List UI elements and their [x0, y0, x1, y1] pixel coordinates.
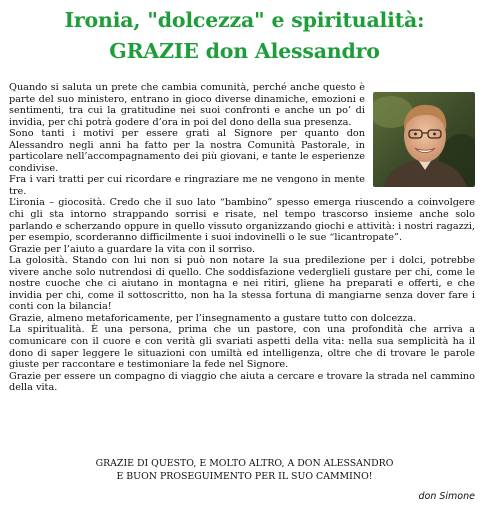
paragraph-thanks-sweetness: Grazie, almeno metaforicamente, per l’insegnamento a gustare tutto con dolcezza. [9, 312, 417, 324]
article-title-line-1: Ironia, "dolcezza" e spiritualità: [64, 8, 425, 32]
paragraph-irony: L’ironia – giocosità. Credo che il suo lato “bambino” spesso emerga riuscendo a coinvolgere chi gli sta intorno strappando sorrisi e risate, nel tempo trascorso insieme anche solo parlando e scherzando oppure in quello vissuto organizzando giochi e attività: i nostri ragazzi, per esempio, scorderanno difficilmente i suoi indovinelli o le sue “licantropate”. [9, 197, 475, 244]
paragraph-thanks-journey: Grazie per essere un compagno di viaggio che aiuta a cercare e trovare la strada nel cammino della vita. [9, 370, 475, 394]
paragraph-spirituality: La spiritualità. È una persona, prima che un pastore, con una profondità che arriva a comunicare con il cuore e con verità gli svariati aspetti della vita: nella sua semplicità ha il dono di saper leggere le situazioni con umiltà ed intelligenza, oltre che di trovare le parole giuste per raccontare e testimoniare la fede nel Signore. [9, 324, 475, 371]
article-body [9, 82, 475, 394]
paragraph-intro: Quando si saluta un prete che cambia comunità, perché anche questo è parte del suo ministero, entrano in gioco diverse dinamiche, emozioni e sentimenti, tra cui la gratitudine nei suoi confronti e anche un po’ di invidia, per chi potrà godere d’ora in poi del dono della sua presenza. [9, 82, 365, 128]
portrait-photo [373, 92, 475, 187]
closing-line-1: GRAZIE DI QUESTO, E MOLTO ALTRO, A DON ALESSANDRO [95, 458, 394, 469]
paragraph-three-traits: Fra i vari tratti per cui ricordare e ringraziare me ne vengono in mente tre. [9, 174, 365, 197]
article-title-line-2: GRAZIE don Alessandro [109, 39, 380, 63]
author-signature: don Simone [418, 491, 475, 502]
paragraph-reasons: Sono tanti i motivi per essere grati al Signore per quanto don Alessandro negli anni ha fatto per la nostra Comunità Pastorale, in particolare nell’accompagnamento dei più giovani, e tante le esperienze condivise. [9, 128, 365, 174]
paragraph-sweetness: La golosità. Stando con lui non si può non notare la sua predilezione per i dolci, potrebbe vivere anche solo nutrendosi di quello. Che soddisfazione vederglieli gustare per chi, come le nostre cuoche che ci aiutano in montagna e nei ritiri, gliene ha preparati e offerti, e che invidia per chi, come il sottoscritto, non ha la stessa fortuna di mangiarne senza dover fare i conti con la bilancia! [9, 255, 475, 313]
closing-line-2: E BUON PROSEGUIMENTO PER IL SUO CAMMINO! [116, 471, 373, 482]
paragraph-thanks-smile: Grazie per l’aiuto a guardare la vita con il sorriso. [9, 243, 256, 255]
